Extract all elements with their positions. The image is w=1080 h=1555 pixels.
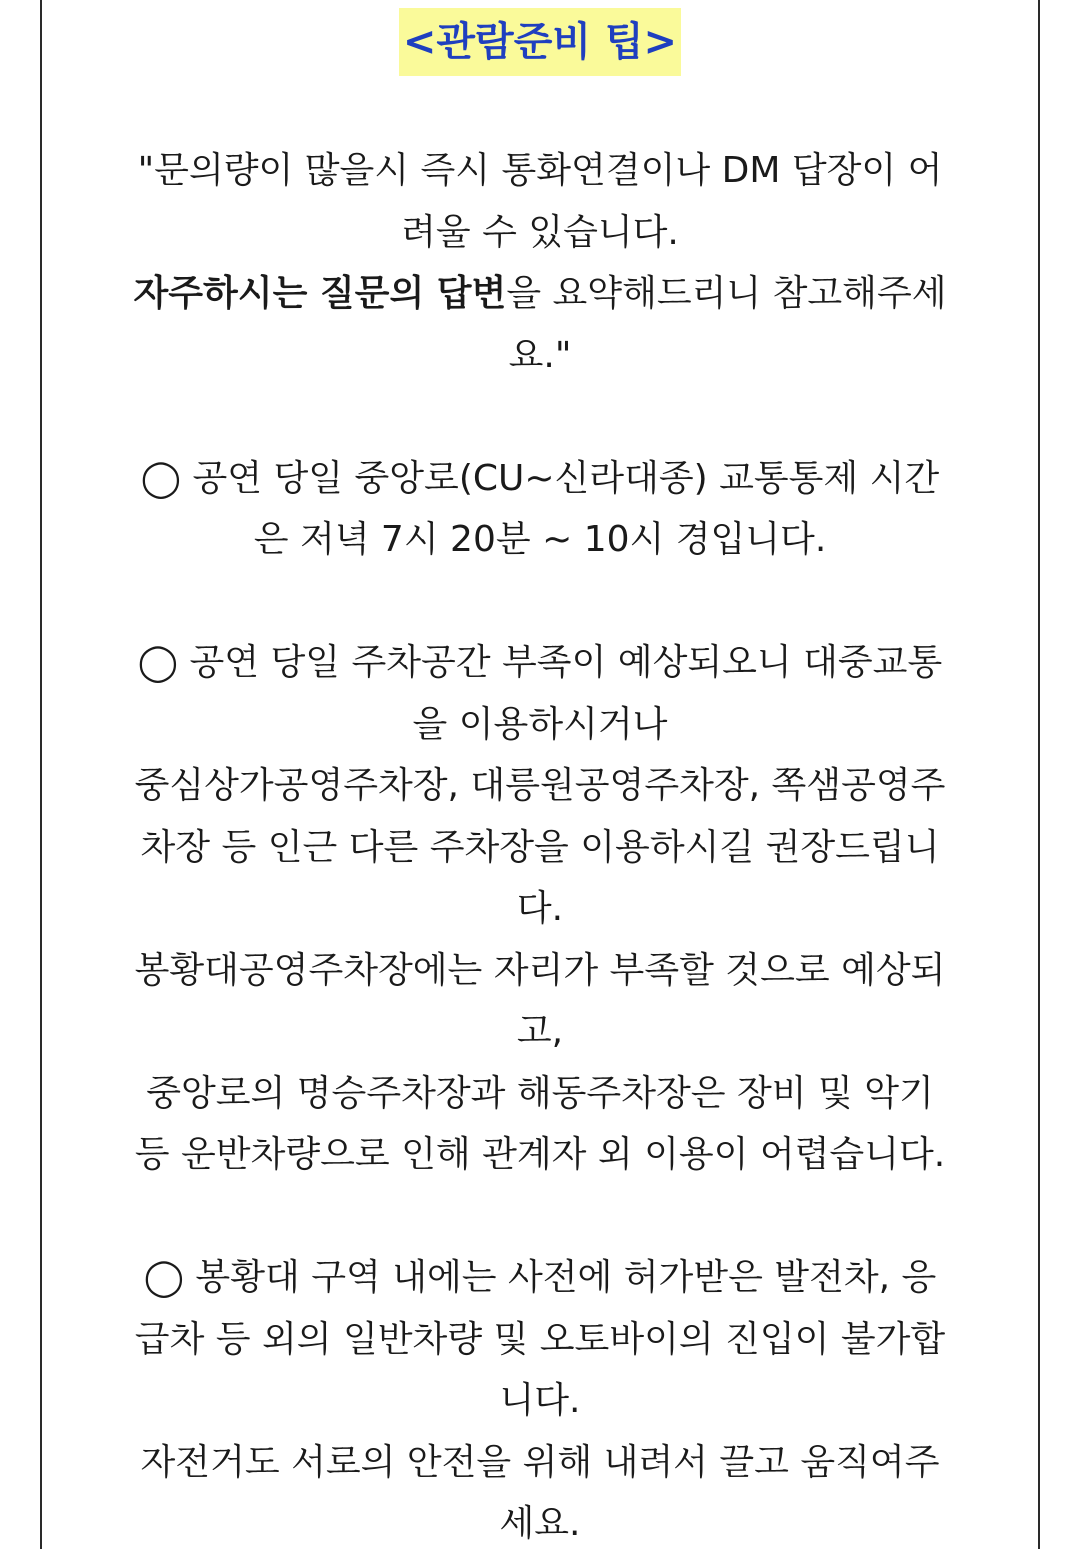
tip-line: 등 운반차량으로 인해 관계자 외 이용이 어렵습니다. [134,1134,946,1175]
tip-line: 고, [516,1011,564,1052]
tip-line: ◯ 공연 당일 중앙로(CU~신라대종) 교통통제 시간 [140,457,940,499]
intro-line-1: "문의량이 많을시 즉시 통화연결이나 DM 답장이 어 [137,150,943,191]
tip-line: 봉황대공영주차장에는 자리가 부족할 것으로 예상되 [134,949,946,991]
tip-line: 은 저녁 7시 20분 ~ 10시 경입니다. [253,519,827,560]
intro-line-4: 요." [508,334,572,376]
tip-line: 을 이용하시거나 [412,703,668,745]
page-title: <관람준비 팁> [399,8,681,76]
intro-bold-phrase: 자주하시는 질문의 답변 [133,273,507,314]
spacer [90,1186,990,1248]
spacer [90,571,990,633]
intro-line-3 [90,263,990,325]
title-container [0,8,1080,76]
tip-line: ◯ 공연 당일 주차공간 부족이 예상되오니 대중교통 [137,642,943,683]
tip-vehicle-access [90,1247,990,1555]
intro-line-3-rest: 을 요약해드리니 참고해주세 [506,273,947,314]
tip-line: 세요. [499,1503,581,1544]
tip-line: 니다. [499,1380,581,1421]
tip-line: 차장 등 인근 다른 주차장을 이용하시길 권장드립니 [140,826,940,868]
intro-line-2: 려울 수 있습니다. [401,211,679,253]
notice-body [90,140,990,1555]
tip-line: 중심상가공영주차장, 대릉원공영주차장, 쪽샘공영주 [134,765,946,806]
tip-line: 중앙로의 명승주차장과 해동주차장은 장비 및 악기 [146,1072,934,1114]
tip-traffic-control [90,448,990,571]
tip-line: 급차 등 외의 일반차량 및 오토바이의 진입이 불가합 [134,1318,946,1360]
tip-parking [90,632,990,1186]
tip-line: 자전거도 서로의 안전을 위해 내려서 끌고 움직여주 [140,1441,940,1483]
spacer [90,386,990,448]
tip-line: 다. [516,888,564,929]
tip-line: ◯ 봉황대 구역 내에는 사전에 허가받은 발전차, 응 [143,1257,937,1298]
